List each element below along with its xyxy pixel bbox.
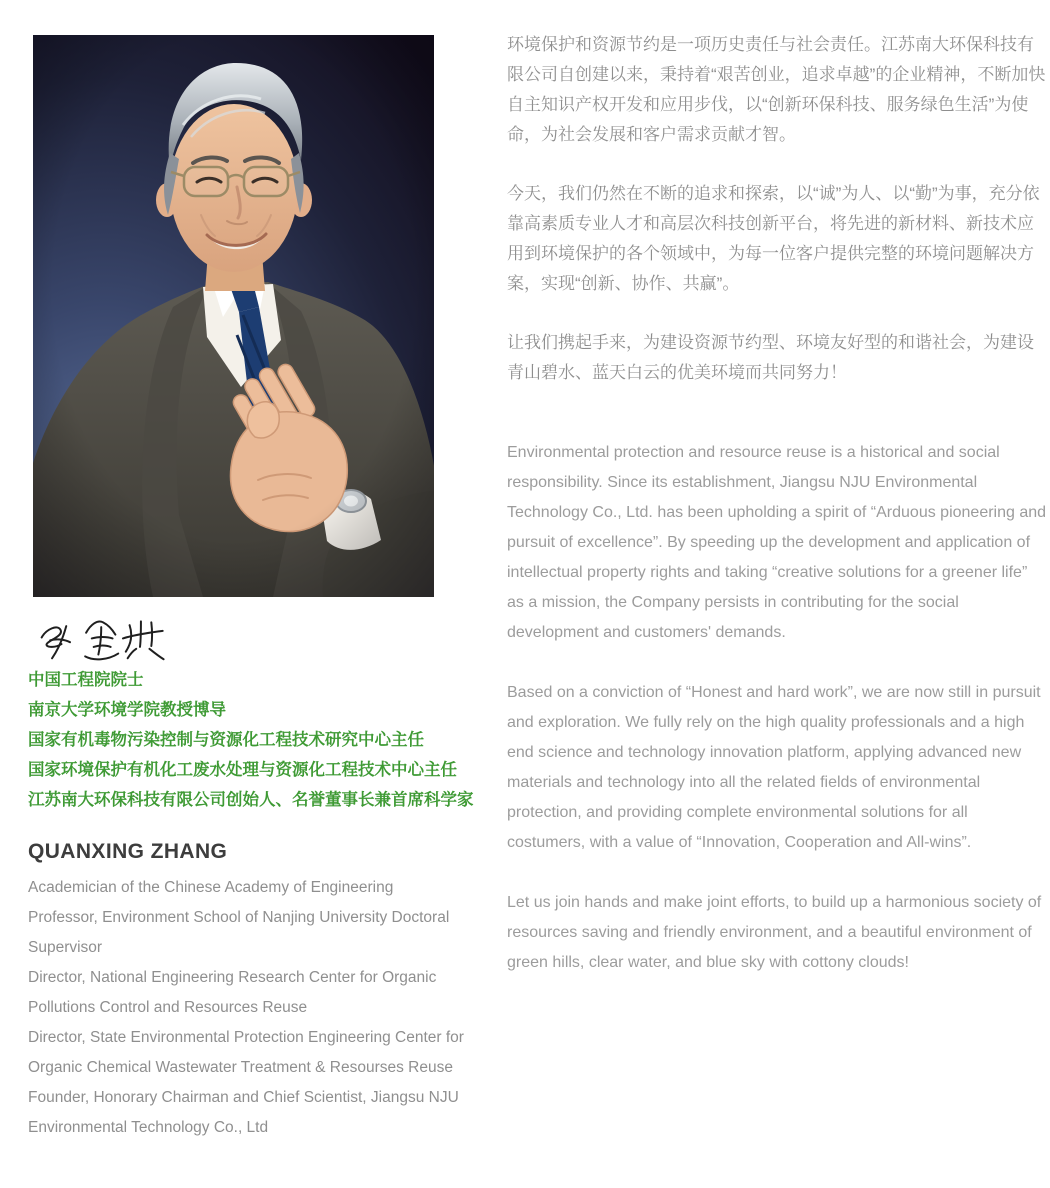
chairman-signature [30,611,180,663]
credentials-cn-list [28,665,478,815]
credential-en-line: Pollutions Control and Resources Reuse [28,999,308,1016]
credential-cn-line: 国家有机毒物污染控制与资源化工程技术研究中心主任 [28,731,424,749]
signature-handwriting [30,611,180,663]
credential-en-line: Director, National Engineering Research Center for Organic [28,969,437,986]
credential-en-line: Director, State Environmental Protection Engineering Center for [28,1029,464,1046]
credential-en [28,1083,478,1143]
credential-en-line: Supervisor [28,939,103,956]
credential-cn-line: 国家环境保护有机化工废水处理与资源化工程技术中心主任 [28,761,457,779]
paragraph-en: Environmental protection and resource reuse is a historical and social responsibility. Since its establishment, Jiangsu NJU Environmental Technology Co., Ltd. has been upholding a spirit of “Arduous pioneering and pursuit of excellence”. By speeding up the development and application of intellectual property rights and taking “creative solutions for a greener life” as a mission, the Company persists in contributing for the social development and customers' demands. [507,444,1047,641]
credential-en-line: Academician of the Chinese Academy of Engineering [28,879,394,896]
message-paragraphs-en [507,438,1047,978]
chairman-portrait-photo [33,35,434,597]
credential-en [28,873,478,903]
credential-en [28,903,478,963]
credential-cn-line: 南京大学环境学院教授博导 [28,701,226,719]
credential-en-line: Environmental Technology Co., Ltd [28,1119,269,1136]
credential-cn-line: 江苏南大环保科技有限公司创始人、名誉董事长兼首席科学家 [28,791,474,809]
portrait-illustration [33,35,434,597]
paragraph-cn: 环境保护和资源节约是一项历史责任与社会责任。江苏南大环保科技有限公司自创建以来，秉持着“艰苦创业，追求卓越”的企业精神，不断加快自主知识产权开发和应用步伐，以“创新环保科技、服务绿色生活”为使命，为社会发展和客户需求贡献才智。 [507,35,1046,144]
credential-en [28,1023,478,1083]
left-column [28,35,478,1143]
message-paragraphs-cn [507,30,1047,388]
chairman-name-en: QUANXING ZHANG [28,840,228,863]
paragraph-cn: 今天，我们仍然在不断的追求和探索，以“诚”为人、以“勤”为事，充分依靠高素质专业人才和高层次科技创新平台，将先进的新材料、新技术应用到环境保护的各个领域中，为每一位客户提供完整的环境问题解决方案，实现“创新、协作、共赢”。 [507,184,1040,293]
credential-en-line: Founder, Honorary Chairman and Chief Scientist, Jiangsu NJU [28,1089,459,1106]
credential-en-line: Professor, Environment School of Nanjing University Doctoral [28,909,450,926]
right-column [507,30,1047,978]
paragraph-cn: 让我们携起手来，为建设资源节约型、环境友好型的和谐社会，为建设青山碧水、蓝天白云的优美环境而共同努力！ [507,333,1034,382]
paragraph-en: Let us join hands and make joint efforts, to build up a harmonious society of resources saving and friendly environment, and a beautiful environment of green hills, clear water, and blue sky with cottony clouds! [507,894,1042,971]
paragraph-en: Based on a conviction of “Honest and hard work”, we are now still in pursuit and exploration. We fully rely on the high quality professionals and a high end science and technology innovation platform, applying advanced new materials and technology into all the related fields of environmental protection, and providing complete environmental solutions for all costumers, with a value of “Innovation, Cooperation and All-wins”. [507,684,1041,851]
credential-en-line: Organic Chemical Wastewater Treatment & Resourses Reuse [28,1059,453,1076]
credential-cn-line: 中国工程院院士 [28,671,144,689]
credentials-en-list [28,873,478,1143]
credential-en [28,963,478,1023]
